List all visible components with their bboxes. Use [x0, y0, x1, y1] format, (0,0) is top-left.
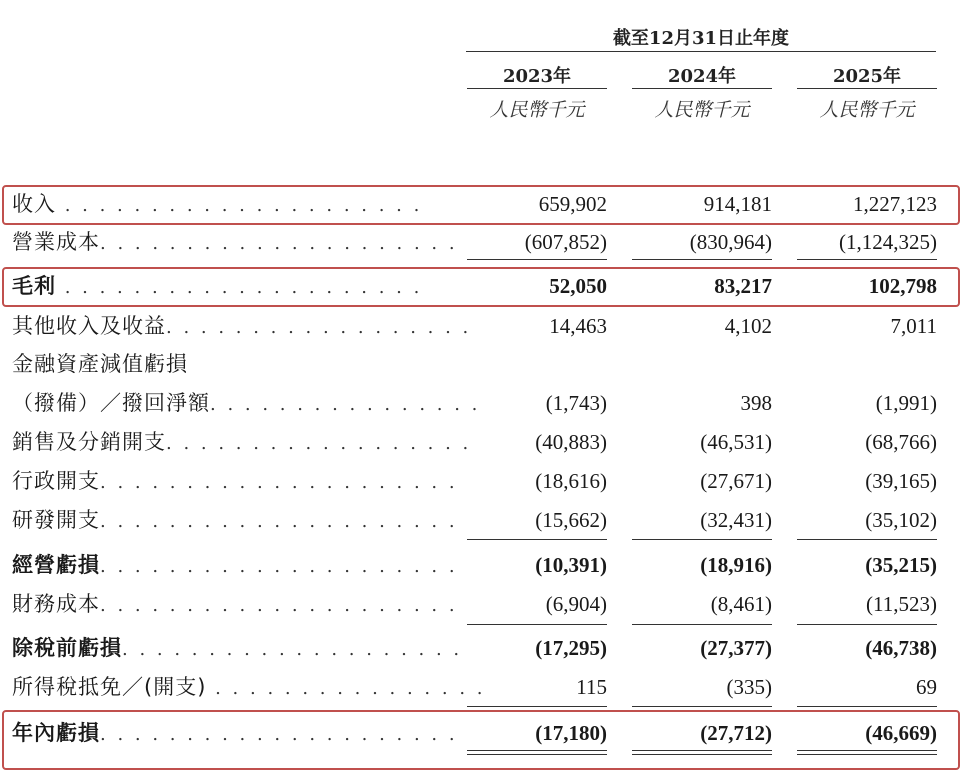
row-label-text: 研發開支	[12, 508, 100, 532]
row-value-2025: (39,165)	[865, 469, 937, 493]
row-value-2024: 4,102	[724, 314, 772, 338]
row-label	[12, 227, 458, 257]
row-label-text: 收入	[12, 192, 56, 216]
row-value-2025: (68,766)	[865, 430, 937, 454]
subtotal-rule-2023-d	[467, 706, 607, 707]
row-value-2023: (17,180)	[535, 721, 607, 745]
row-leader-dots: . . . . . . . . . . . . . . . . . . . . .	[100, 724, 458, 745]
row-value-2025: (1,991)	[875, 391, 937, 415]
row-value-2024	[622, 349, 772, 379]
row-label	[12, 388, 481, 418]
row-value-2023: 14,463	[549, 314, 607, 338]
row-value-2023: (15,662)	[535, 508, 607, 532]
year-rule-2025	[797, 88, 937, 89]
row-value-2024: (335)	[726, 675, 772, 699]
row-value-2023: (10,391)	[535, 553, 607, 577]
row-label-text: 毛利	[12, 274, 56, 298]
row-value-2024: (27,712)	[700, 721, 772, 745]
row-label	[12, 427, 472, 457]
year-header-2023: 2023年	[502, 66, 572, 87]
row-value-2024: (18,916)	[700, 553, 772, 577]
row-value-2023	[457, 349, 607, 379]
row-value-2024: (32,431)	[700, 508, 772, 532]
row-value-2024: 914,181	[703, 192, 772, 216]
row-leader-dots: . . . . . . . . . . . . . . . . . . . . .	[56, 195, 423, 216]
row-value-2024: (830,964)	[689, 230, 772, 254]
row-label-text: 年內虧損	[12, 721, 100, 745]
subtotal-rule-2024-d	[632, 706, 772, 707]
row-value-2023: (40,883)	[535, 430, 607, 454]
row-label-text: 經營虧損	[12, 553, 100, 577]
row-value-2024: (27,671)	[700, 469, 772, 493]
row-value-2025: (46,669)	[865, 721, 937, 745]
row-value-2025: 69	[916, 675, 937, 699]
row-value-2023: (17,295)	[535, 636, 607, 660]
row-label	[12, 550, 458, 580]
row-leader-dots: . . . . . . . . . . . . . . . . . .	[166, 317, 472, 338]
unit-label-2024: 人民幣千元	[654, 99, 750, 121]
row-leader-dots: . . . . . . . . . . . . . . . . . .	[166, 433, 472, 454]
row-value-2025: (1,124,325)	[839, 230, 937, 254]
subtotal-rule-2023-c	[467, 624, 607, 625]
row-label-text: 金融資產減值虧損	[12, 352, 188, 376]
row-leader-dots: . . . . . . . . . . . . . . . . . . . . .	[100, 595, 458, 616]
unit-label-2025: 人民幣千元	[819, 99, 915, 121]
row-value-2023: 659,902	[538, 192, 607, 216]
row-value-2024: (46,531)	[700, 430, 772, 454]
subtotal-rule-2025-c	[797, 624, 937, 625]
row-value-2025: (46,738)	[865, 636, 937, 660]
row-leader-dots: . . . . . . . . . . . . . . . . . . . . .	[100, 511, 458, 532]
subtotal-rule-2025	[797, 259, 937, 260]
row-label-text: 其他收入及收益	[12, 314, 166, 338]
row-value-2024: 398	[740, 391, 772, 415]
row-label	[12, 633, 463, 663]
row-leader-dots: . . . . . . . . . . . . . . . .	[210, 394, 481, 415]
row-label	[12, 505, 458, 535]
row-value-2025: (11,523)	[866, 592, 937, 616]
row-leader-dots: . . . . . . . . . . . . . . . . . . . . .	[100, 233, 458, 254]
row-value-2023: (18,616)	[535, 469, 607, 493]
row-label-text: 營業成本	[12, 230, 100, 254]
row-value-2023: 52,050	[549, 274, 607, 298]
row-label	[12, 589, 458, 619]
row-value-2023: (1,743)	[545, 391, 607, 415]
row-value-2025: (35,215)	[865, 553, 937, 577]
row-value-2023: 115	[576, 675, 607, 699]
row-value-2025	[787, 349, 937, 379]
year-header-2024: 2024年	[667, 66, 737, 87]
row-leader-dots: . . . . . . . . . . . . . . . . . . . . .	[100, 556, 458, 577]
row-value-2024: (8,461)	[710, 592, 772, 616]
subtotal-rule-2023-b	[467, 539, 607, 540]
year-rule-2023	[467, 88, 607, 89]
row-label-text: 除稅前虧損	[12, 636, 122, 660]
year-header-2025: 2025年	[832, 66, 902, 87]
highlight-box-revenue	[2, 185, 960, 225]
subtotal-rule-2024	[632, 259, 772, 260]
row-label-text: 銷售及分銷開支	[12, 430, 166, 454]
row-label	[12, 311, 472, 341]
year-rule-2024	[632, 88, 772, 89]
row-label-text: （撥備）／撥回淨額	[12, 391, 210, 415]
row-label-text: 行政開支	[12, 469, 100, 493]
row-label-text: 所得稅抵免／(開支)	[12, 675, 207, 699]
subtotal-rule-2025-d	[797, 706, 937, 707]
row-label-text: 財務成本	[12, 592, 100, 616]
row-value-2024: (27,377)	[700, 636, 772, 660]
row-value-2023: (6,904)	[545, 592, 607, 616]
highlight-box-gross-profit	[2, 267, 960, 307]
row-value-2023: (607,852)	[524, 230, 607, 254]
row-label	[12, 466, 458, 496]
subtotal-rule-2024-b	[632, 539, 772, 540]
subtotal-rule-2025-b	[797, 539, 937, 540]
row-leader-dots: . . . . . . . . . . . . . . . .	[206, 678, 486, 699]
subtotal-rule-2024-c	[632, 624, 772, 625]
highlight-box-loss-for-year	[2, 710, 960, 770]
row-leader-dots: . . . . . . . . . . . . . . . . . . . . .	[56, 277, 423, 298]
unit-label-2023: 人民幣千元	[489, 99, 585, 121]
row-value-2025: 102,798	[868, 274, 937, 298]
row-value-2025: (35,102)	[865, 508, 937, 532]
row-value-2025: 1,227,123	[853, 192, 937, 216]
row-label	[12, 349, 440, 379]
row-leader-dots: . . . . . . . . . . . . . . . . . . . . .	[100, 472, 458, 493]
row-label	[12, 672, 486, 702]
row-value-2024: 83,217	[714, 274, 772, 298]
row-leader-dots: . . . . . . . . . . . . . . . . . . . .	[122, 639, 463, 660]
period-title: 截至12月31日止年度	[612, 28, 790, 49]
period-rule	[466, 51, 936, 52]
subtotal-rule-2023	[467, 259, 607, 260]
row-value-2025: 7,011	[890, 314, 937, 338]
